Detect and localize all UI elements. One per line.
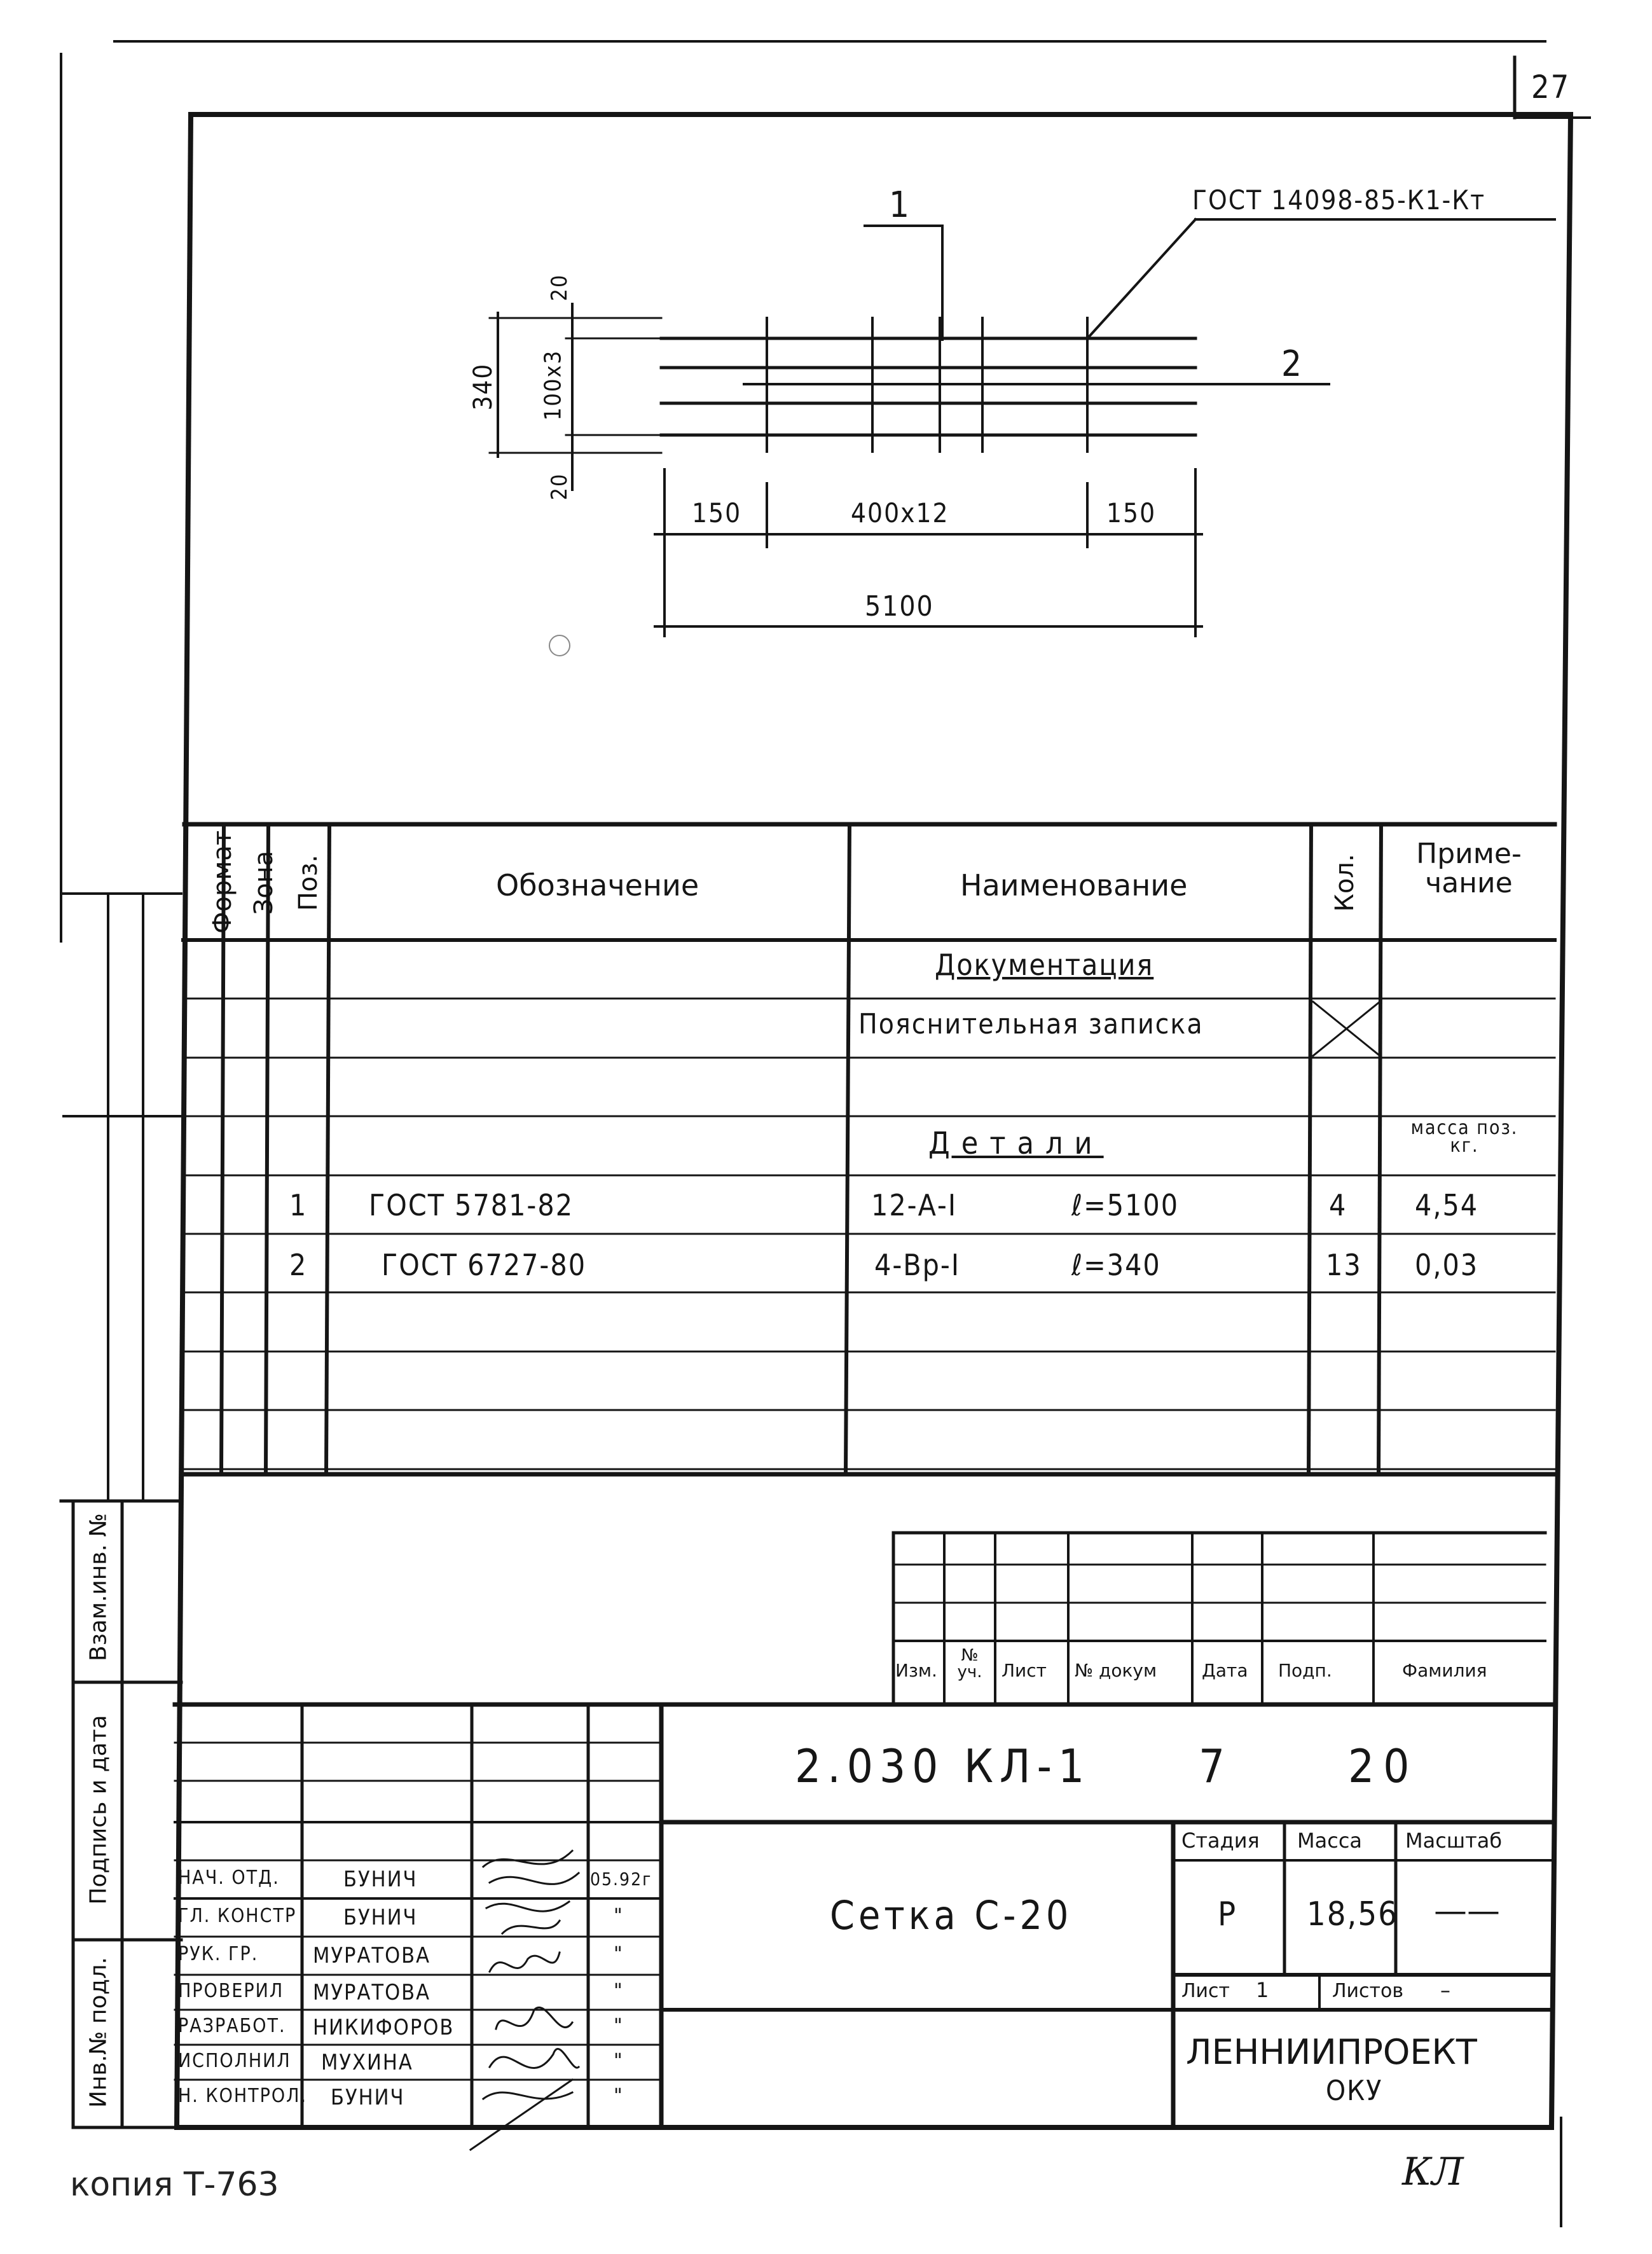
dim-100x3: 100x3	[540, 349, 567, 421]
rev-list: Лист	[1002, 1660, 1047, 1681]
rev-podp: Подп.	[1278, 1660, 1332, 1681]
mass-label: Масса	[1297, 1829, 1363, 1853]
sig-date-1: 05.92г	[590, 1869, 652, 1890]
sheet-label: Лист	[1181, 1980, 1230, 2002]
dim-150-right: 150	[1106, 497, 1157, 529]
sig-date-4: "	[614, 1980, 623, 2002]
header-note: Приме- чание	[1416, 838, 1522, 899]
sig-name-4: МУРАТОВА	[313, 1980, 431, 2005]
sig-name-6: МУХИНА	[321, 2050, 413, 2075]
row2-designation: ГОСТ 6727-80	[382, 1248, 587, 1282]
row2-length: ℓ=340	[1071, 1248, 1161, 1282]
rev-nuch: № уч.	[957, 1646, 982, 1682]
header-qty: Кол.	[1330, 854, 1359, 912]
row1-designation: ГОСТ 5781-82	[369, 1188, 574, 1222]
stage-value: Р	[1218, 1895, 1237, 1933]
sig-role-6: ИСПОЛНИЛ	[178, 2050, 291, 2072]
stage-label: Стадия	[1181, 1829, 1260, 1853]
sig-date-5: "	[614, 2015, 623, 2037]
header-designation: Обозначение	[496, 868, 699, 902]
sig-name-3: МУРАТОВА	[313, 1943, 431, 1968]
copy-note: копия Т-763	[70, 2166, 279, 2204]
sheets-label: Листов	[1332, 1980, 1404, 2002]
dim-400x12: 400х12	[851, 497, 949, 529]
sig-role-5: РАЗРАБОТ.	[178, 2015, 286, 2037]
stamp-podpis-data: Подпись и дата	[85, 1715, 112, 1905]
header-format: Формат	[208, 830, 237, 934]
scale-value: ——	[1434, 1892, 1500, 1930]
row2-qty: 13	[1326, 1248, 1362, 1282]
leader-label-2: 2	[1281, 343, 1304, 385]
rev-ndok: № докум	[1075, 1660, 1157, 1681]
doc-row-explanatory-note: Пояснительная записка	[858, 1008, 1204, 1041]
document-code: 2.030 КЛ-1	[795, 1739, 1091, 1793]
sig-role-7: Н. КОНТРОЛ.	[178, 2085, 308, 2107]
rev-izm: Изм.	[895, 1660, 937, 1681]
header-pos: Поз.	[294, 854, 323, 911]
initials-mark: КЛ	[1402, 2150, 1464, 2194]
row1-mass: 4,54	[1415, 1188, 1479, 1222]
drawing-title: Сетка С-20	[830, 1892, 1073, 1939]
section-documentation: Документация	[935, 948, 1154, 982]
sig-date-2: "	[614, 1905, 623, 1927]
row2-pos: 2	[289, 1248, 308, 1282]
row1-pos: 1	[289, 1188, 308, 1222]
document-number-b: 20	[1348, 1739, 1419, 1793]
sig-date-3: "	[614, 1943, 623, 1965]
sheet-value: 1	[1256, 1978, 1269, 2002]
row2-mass: 0,03	[1415, 1248, 1479, 1282]
row1-name: 12-А-I	[871, 1188, 958, 1222]
sheet-number: 27	[1531, 69, 1571, 106]
section-details: Детали	[928, 1126, 1104, 1161]
gost-callout: ГОСТ 14098-85-К1-Кт	[1192, 184, 1486, 216]
row1-length: ℓ=5100	[1071, 1188, 1180, 1222]
mass-value: 18,56	[1307, 1895, 1398, 1933]
sig-date-7: "	[614, 2085, 623, 2107]
header-zone: Зона	[249, 850, 279, 915]
scale-label: Масштаб	[1405, 1829, 1503, 1853]
row2-name: 4-Вр-I	[874, 1248, 961, 1282]
sig-date-6: "	[614, 2050, 623, 2072]
rev-familiya: Фамилия	[1402, 1660, 1487, 1681]
row1-qty: 4	[1329, 1188, 1347, 1222]
header-name: Наименование	[960, 868, 1188, 902]
sig-name-1: БУНИЧ	[343, 1867, 418, 1892]
dim-150-left: 150	[692, 497, 742, 529]
sig-role-2: ГЛ. КОНСТР	[178, 1905, 297, 1927]
stamp-vzam-inv: Взам.инв. №	[85, 1513, 112, 1661]
dim-340: 340	[469, 363, 498, 411]
leader-label-1: 1	[889, 184, 911, 226]
organization-name: ЛЕННИИПРОЕКТ	[1186, 2032, 1477, 2072]
sig-name-7: БУНИЧ	[331, 2085, 405, 2110]
department-name: ОКУ	[1326, 2075, 1383, 2107]
sheets-value: –	[1440, 1978, 1450, 2002]
dim-20-bottom: 20	[547, 473, 572, 501]
mass-header: масса поз. кг.	[1410, 1117, 1518, 1157]
document-number-a: 7	[1199, 1739, 1227, 1793]
sig-name-2: БУНИЧ	[343, 1905, 418, 1930]
sig-name-5: НИКИФОРОВ	[313, 2015, 455, 2040]
dim-5100: 5100	[865, 590, 934, 623]
stamp-inv-podl: Инв.№ подл.	[85, 1957, 112, 2108]
rev-data: Дата	[1202, 1660, 1248, 1681]
sig-role-1: НАЧ. ОТД.	[178, 1867, 280, 1889]
sig-role-3: РУК. ГР.	[178, 1943, 259, 1965]
dim-20-top: 20	[547, 273, 572, 301]
sig-role-4: ПРОВЕРИЛ	[178, 1980, 284, 2002]
